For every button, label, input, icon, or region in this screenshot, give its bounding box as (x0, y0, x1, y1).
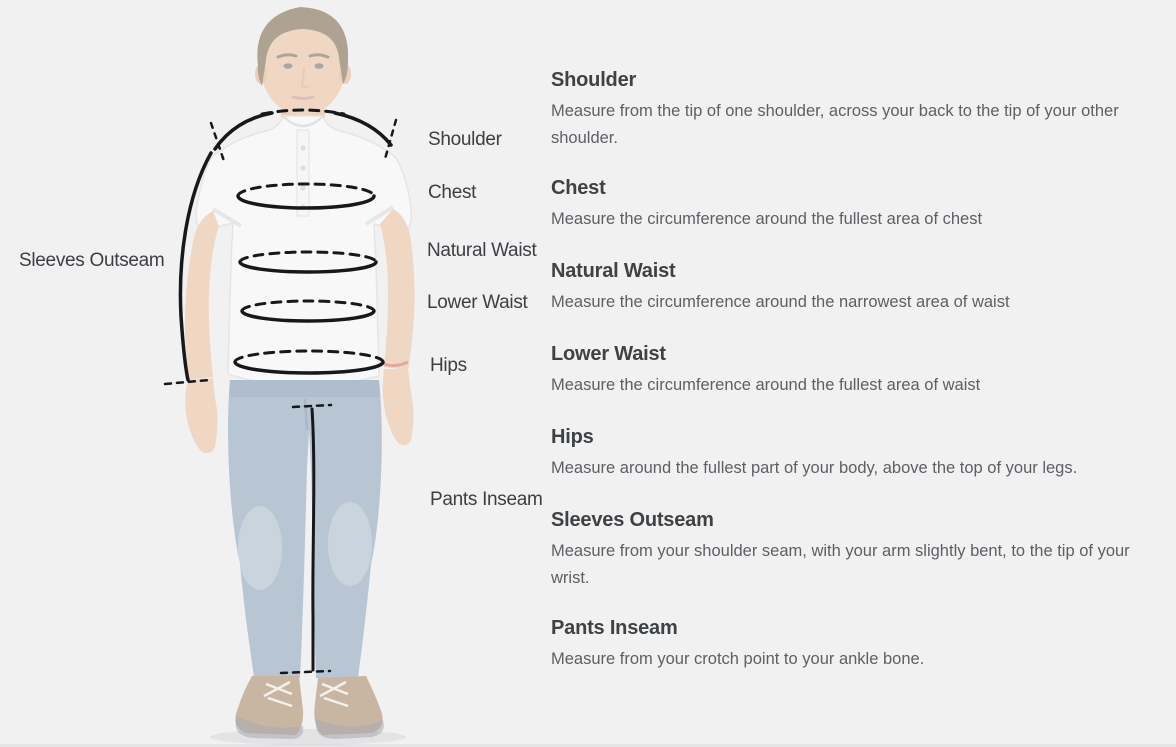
section-body: Measure around the fullest part of your body, above the top of your legs. (551, 459, 1078, 477)
model-right-hand (185, 378, 217, 453)
section-pants-inseam (551, 616, 1167, 673)
model-left-hand (383, 369, 414, 445)
section-chest (551, 176, 1167, 233)
model-photo (185, 7, 415, 745)
section-natural-waist (551, 259, 1167, 316)
section-shoulder (551, 68, 1167, 152)
tshirt-placket (297, 130, 309, 216)
section-hips (551, 425, 1167, 482)
section-heading: Hips (551, 426, 594, 448)
section-body: Measure the circumference around the fullest area of waist (551, 376, 981, 394)
shoulder-label: Shoulder (428, 129, 502, 150)
chest-label: Chest (428, 182, 477, 203)
sleeves-outseam-label: Sleeves Outseam (19, 250, 165, 271)
section-heading: Chest (551, 177, 606, 199)
model-left-arm (380, 209, 415, 370)
model-right-arm (185, 211, 219, 380)
pants-inseam-label: Pants Inseam (430, 489, 543, 510)
section-lower-waist (551, 342, 1167, 399)
section-body: Measure from the tip of one shoulder, across your back to the tip of your other shoulder. (551, 102, 1119, 147)
section-heading: Pants Inseam (551, 617, 678, 639)
section-body: Measure the circumference around the narrowest area of waist (551, 293, 1010, 311)
section-body: Measure the circumference around the fullest area of chest (551, 210, 983, 228)
section-heading: Lower Waist (551, 343, 666, 365)
section-body: Measure from your shoulder seam, with your arm slightly bent, to the tip of your wrist. (551, 542, 1130, 587)
section-sleeves-outseam (551, 508, 1167, 592)
hips-label: Hips (430, 355, 467, 376)
jeans-waistband (229, 380, 380, 397)
section-heading: Shoulder (551, 69, 637, 91)
section-body: Measure from your crotch point to your ankle bone. (551, 650, 925, 668)
section-heading: Sleeves Outseam (551, 509, 714, 531)
section-heading: Natural Waist (551, 260, 676, 282)
lower-waist-label: Lower Waist (427, 292, 528, 313)
natural-waist-label: Natural Waist (427, 240, 537, 261)
